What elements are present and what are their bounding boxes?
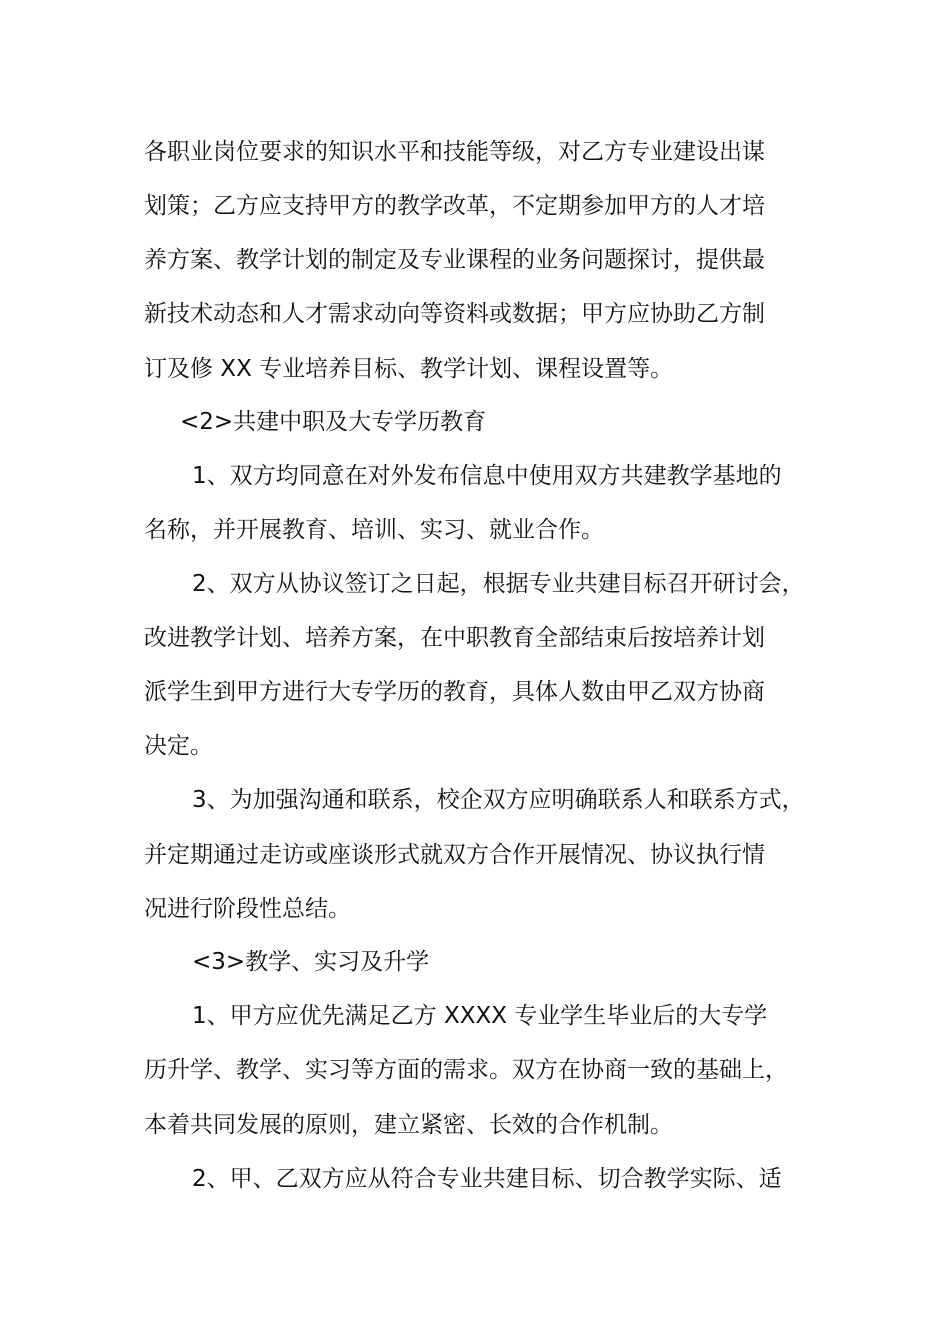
section-heading: <3>教学、实习及升学 [192, 949, 430, 975]
paragraph-line: 1、甲方应优先满足乙方 XXXX 专业学生毕业后的大专学 [192, 1003, 768, 1029]
paragraph-line: 划策；乙方应支持甲方的教学改革，不定期参加甲方的人才培 [144, 193, 765, 219]
paragraph-line: 养方案、教学计划的制定及专业课程的业务问题探讨，提供最 [144, 247, 765, 273]
paragraph-line: 本着共同发展的原则，建立紧密、长效的合作机制。 [144, 1112, 673, 1138]
paragraph-line: 派学生到甲方进行大专学历的教育，具体人数由甲乙双方协商 [144, 679, 765, 705]
paragraph-line: 改进教学计划、培养方案，在中职教育全部结束后按培养计划 [144, 625, 765, 651]
paragraph-line: 各职业岗位要求的知识水平和技能等级，对乙方专业建设出谋 [144, 139, 765, 165]
paragraph-line: 并定期通过走访或座谈形式就双方合作开展情况、协议执行情 [144, 842, 765, 868]
paragraph-line: 1、双方均同意在对外发布信息中使用双方共建教学基地的 [192, 463, 782, 489]
paragraph-line: 订及修 XX 专业培养目标、教学计划、课程设置等。 [144, 356, 674, 382]
paragraph-line: 新技术动态和人才需求动向等资料或数据；甲方应协助乙方制 [144, 301, 765, 327]
paragraph-line: 历升学、教学、实习等方面的需求。双方在协商一致的基础上， [144, 1057, 788, 1083]
paragraph-line: 2、甲、乙双方应从符合专业共建目标、切合教学实际、适 [192, 1166, 782, 1192]
paragraph-line: 况进行阶段性总结。 [144, 896, 351, 922]
paragraph-line: 3、为加强沟通和联系，校企双方应明确联系人和联系方式， [192, 787, 805, 813]
section-heading: <2>共建中职及大专学历教育 [180, 409, 487, 435]
paragraph-line: 名称，并开展教育、培训、实习、就业合作。 [144, 517, 604, 543]
paragraph-line: 2、双方从协议签订之日起，根据专业共建目标召开研讨会， [192, 571, 805, 597]
paragraph-line: 决定。 [144, 733, 213, 759]
